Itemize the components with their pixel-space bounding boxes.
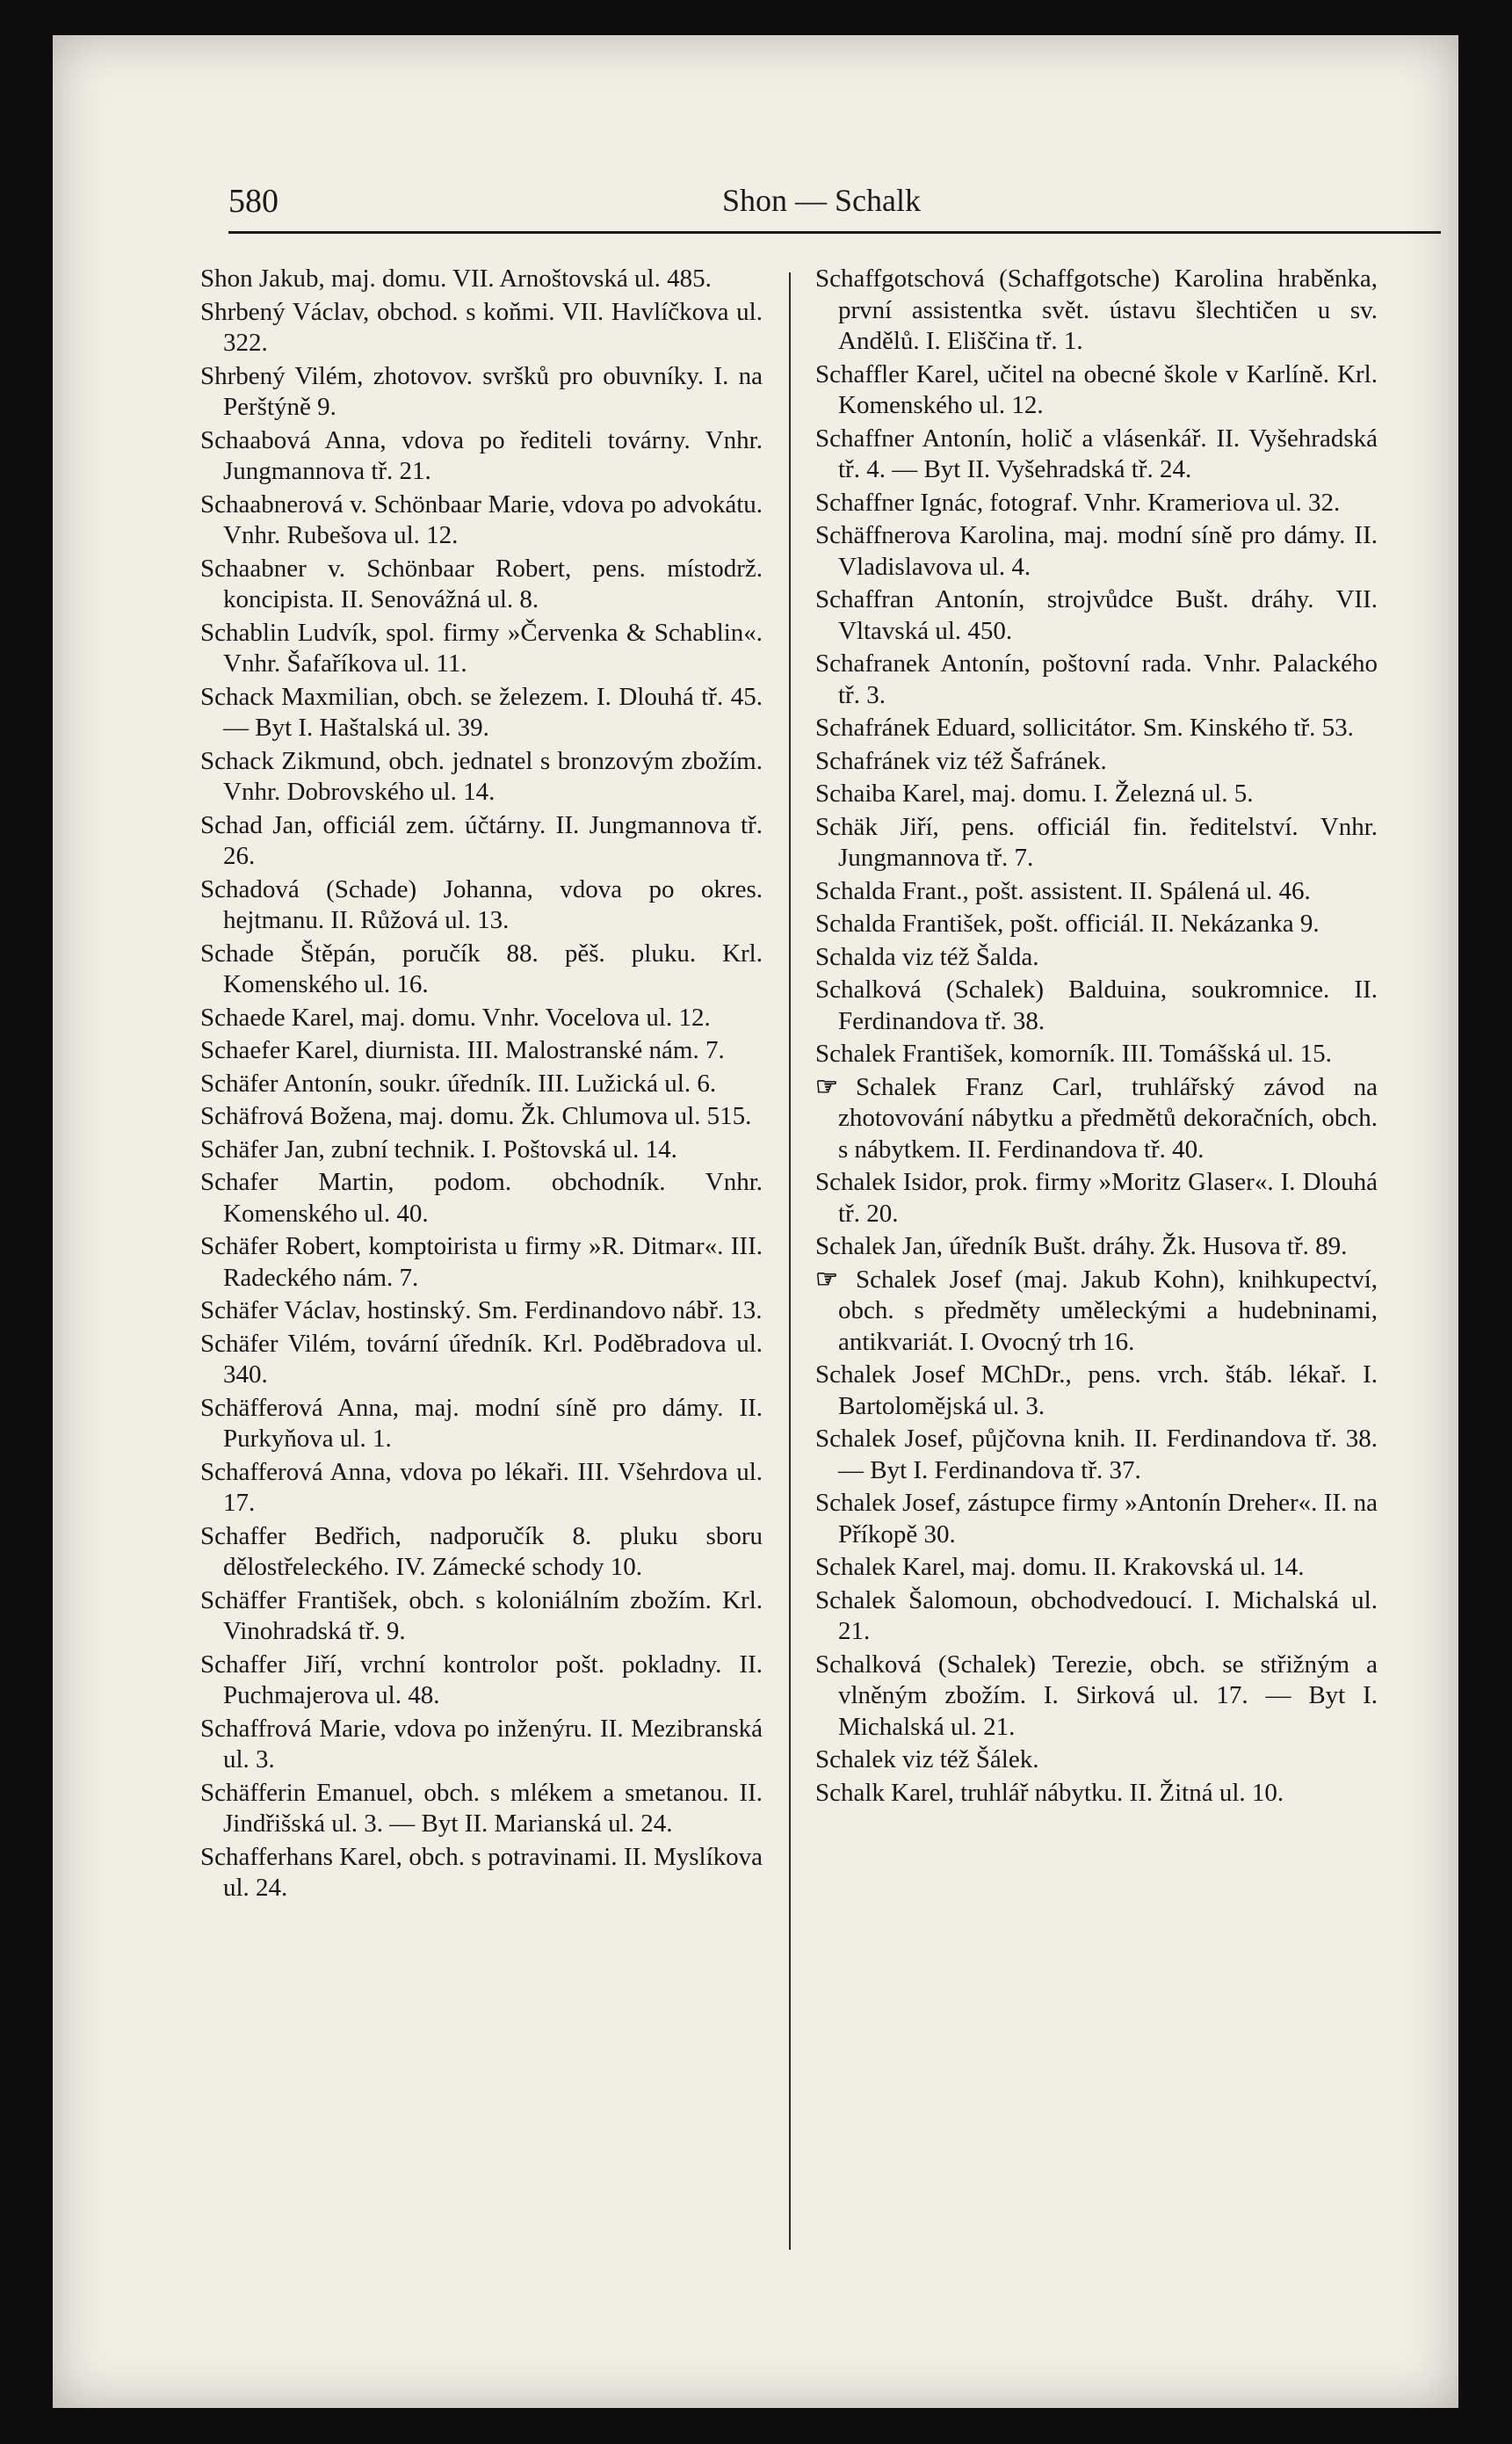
directory-entry: Schafranek Antonín, poštovní rada. Vnhr. Palackého tř. 3. — [815, 649, 1378, 709]
directory-entry: Schalek Isidor, prok. firmy »Moritz Glaser«. I. Dlouhá tř. 20. — [815, 1168, 1378, 1228]
directory-entry: Schalek František, komorník. III. Tomášská ul. 15. — [815, 1040, 1332, 1068]
column-divider — [789, 272, 791, 2250]
directory-entry: Schaffgotschová (Schaffgotsche) Karolina hraběnka, první assistentka svět. ústavu šlechtičen u sv. Andělů. I. Eliščina tř. 1. — [815, 265, 1378, 355]
directory-columns — [200, 264, 1386, 2285]
directory-entry: Schafferová Anna, vdova po lékaři. III. Všehrdova ul. 17. — [200, 1457, 763, 1517]
directory-entry: Schaffler Karel, učitel na obecné škole v Karlíně. Krl. Komenského ul. 12. — [815, 359, 1378, 419]
directory-entry: Schäfferin Emanuel, obch. s mlékem a smetanou. II. Jindřišská ul. 3. — Byt II. Marianská ul. 24. — [200, 1778, 763, 1838]
directory-entry: Schalková (Schalek) Terezie, obch. se střižným a vlněným zbožím. I. Sirková ul. 17. — Byt I. Michalská ul. 21. — [815, 1650, 1378, 1741]
directory-entry: Schalek viz též Šálek. — [815, 1745, 1039, 1773]
directory-entry: Schaffer Jiří, vrchní kontrolor pošt. pokladny. II. Puchmajerova ul. 48. — [200, 1650, 763, 1709]
directory-entry: Schaffrová Marie, vdova po inženýru. II. Mezibranská ul. 3. — [200, 1714, 763, 1773]
directory-entry: Schack Maxmilian, obch. se železem. I. Dlouhá tř. 45. — Byt I. Haštalská ul. 39. — [200, 682, 763, 742]
directory-entry: Schäk Jiří, pens. officiál fin. ředitelství. Vnhr. Jungmannova tř. 7. — [815, 812, 1378, 872]
directory-entry: Schafránek Eduard, sollicitátor. Sm. Kinského tř. 53. — [815, 714, 1354, 742]
directory-entry: Shrbený Vilém, zhotovov. svršků pro obuvníky. I. na Perštýně 9. — [200, 361, 763, 421]
directory-entry: Schaiba Karel, maj. domu. I. Železná ul. 5. — [815, 780, 1254, 808]
directory-entry: Schalek Josef MChDr., pens. vrch. štáb. lékař. I. Bartolomějská ul. 3. — [815, 1360, 1378, 1420]
directory-entry: Schäfrová Božena, maj. domu. Žk. Chlumova ul. 515. — [200, 1102, 752, 1130]
left-column — [200, 264, 763, 1906]
directory-entry: Schafferhans Karel, obch. s potravinami. II. Myslíkova ul. 24. — [200, 1842, 763, 1902]
directory-entry: Schalda viz též Šalda. — [815, 942, 1039, 971]
directory-entry: Schaede Karel, maj. domu. Vnhr. Vocelova ul. 12. — [200, 1003, 711, 1032]
running-title: Shon — Schalk — [721, 183, 921, 218]
directory-entry: Schafer Martin, podom. obchodník. Vnhr. Komenského ul. 40. — [200, 1168, 763, 1228]
directory-entry: Schäfer Jan, zubní technik. I. Poštovská ul. 14. — [200, 1135, 677, 1164]
directory-entry: Schalek Josef, půjčovna knih. II. Ferdinandova tř. 38. — Byt I. Ferdinandova tř. 37. — [815, 1425, 1378, 1484]
directory-entry: Schäfer Vilém, tovární úředník. Krl. Poděbradova ul. 340. — [200, 1329, 763, 1389]
directory-entry: Schaffner Antonín, holič a vlásenkář. II. Vyšehradská tř. 4. — Byt II. Vyšehradská tř. 24. — [815, 424, 1378, 483]
entry-text: Schalek Franz Carl, truhlářský závod na zhotovování nábytku a předmětů dekoračních, obch. s nábytkem. II. Ferdinandova tř. 40. — [838, 1072, 1378, 1164]
directory-entry: Schaefer Karel, diurnista. III. Malostranské nám. 7. — [200, 1036, 725, 1064]
pointing-hand-icon: ☞ — [815, 1072, 838, 1101]
directory-entry: Shon Jakub, maj. domu. VII. Arnoštovská ul. 485. — [200, 265, 712, 293]
directory-entry: Schad Jan, officiál zem. účtárny. II. Jungmannova tř. 26. — [200, 810, 763, 870]
directory-entry: Schalková (Schalek) Balduina, soukromnice. II. Ferdinandova tř. 38. — [815, 975, 1378, 1035]
directory-entry: Schaabová Anna, vdova po řediteli továrny. Vnhr. Jungmannova tř. 21. — [200, 425, 763, 485]
directory-entry: Schäfferová Anna, maj. modní síně pro dámy. II. Purkyňova ul. 1. — [200, 1393, 763, 1453]
pointing-hand-icon: ☞ — [815, 1265, 838, 1294]
entry-text: Schalek Josef (maj. Jakub Kohn), knihkupectví, obch. s předměty uměleckými a hudebninami, antikvariát. I. Ovocný trh 16. — [838, 1265, 1378, 1356]
directory-entry: Schade Štěpán, poručík 88. pěš. pluku. Krl. Komenského ul. 16. — [200, 939, 763, 998]
directory-entry: Schalek Josef, zástupce firmy »Antonín Dreher«. II. na Příkopě 30. — [815, 1489, 1378, 1548]
directory-entry: Schalek Jan, úředník Bušt. dráhy. Žk. Husova tř. 89. — [815, 1232, 1348, 1260]
directory-entry: Schäffer František, obch. s koloniálním zbožím. Krl. Vinohradská tř. 9. — [200, 1585, 763, 1645]
directory-entry: Schalek Karel, maj. domu. II. Krakovská ul. 14. — [815, 1553, 1305, 1581]
directory-entry: Schaffner Ignác, fotograf. Vnhr. Krameriova ul. 32. — [815, 488, 1341, 517]
directory-entry: Schaffer Bedřich, nadporučík 8. pluku sboru dělostřeleckého. IV. Zámecké schody 10. — [200, 1521, 763, 1581]
directory-entry: Schack Zikmund, obch. jednatel s bronzovým zbožím. Vnhr. Dobrovského ul. 14. — [200, 746, 763, 806]
directory-entry: Shrbený Václav, obchod. s koňmi. VII. Havlíčkova ul. 322. — [200, 297, 763, 357]
directory-entry: Schaabner v. Schönbaar Robert, pens. místodrž. koncipista. II. Senovážná ul. 8. — [200, 554, 763, 613]
directory-entry — [815, 1072, 1378, 1166]
header-rule — [228, 231, 1441, 234]
directory-entry: Schäfer Václav, hostinský. Sm. Ferdinandovo nábř. 13. — [200, 1296, 763, 1324]
directory-entry: Schafránek viz též Šafránek. — [815, 746, 1107, 775]
directory-entry: Schäffnerova Karolina, maj. modní síně pro dámy. II. Vladislavova ul. 4. — [815, 521, 1378, 581]
page-header — [202, 171, 1441, 242]
directory-entry: Schalda František, pošt. officiál. II. Nekázanka 9. — [815, 910, 1320, 938]
directory-entry: Schaabnerová v. Schönbaar Marie, vdova po advokátu. Vnhr. Rubešova ul. 12. — [200, 490, 763, 549]
directory-entry: Schadová (Schade) Johanna, vdova po okres. hejtmanu. II. Růžová ul. 13. — [200, 874, 763, 934]
right-column — [815, 264, 1378, 1810]
directory-entry: Schäfer Antonín, soukr. úředník. III. Lužická ul. 6. — [200, 1069, 717, 1098]
directory-entry: Schäfer Robert, komptoirista u firmy »R. Ditmar«. III. Radeckého nám. 7. — [200, 1232, 763, 1292]
directory-entry: Schalek Šalomoun, obchodvedoucí. I. Michalská ul. 21. — [815, 1585, 1378, 1645]
directory-entry: Schablin Ludvík, spol. firmy »Červenka & Schablin«. Vnhr. Šafaříkova ul. 11. — [200, 618, 763, 678]
directory-entry: Schalda Frant., pošt. assistent. II. Spálená ul. 46. — [815, 876, 1311, 905]
directory-entry — [815, 1265, 1378, 1359]
directory-entry: Schaffran Antonín, strojvůdce Bušt. dráhy. VII. Vltavská ul. 450. — [815, 585, 1378, 645]
page-number: 580 — [228, 183, 279, 220]
directory-entry: Schalk Karel, truhlář nábytku. II. Žitná ul. 10. — [815, 1778, 1284, 1807]
